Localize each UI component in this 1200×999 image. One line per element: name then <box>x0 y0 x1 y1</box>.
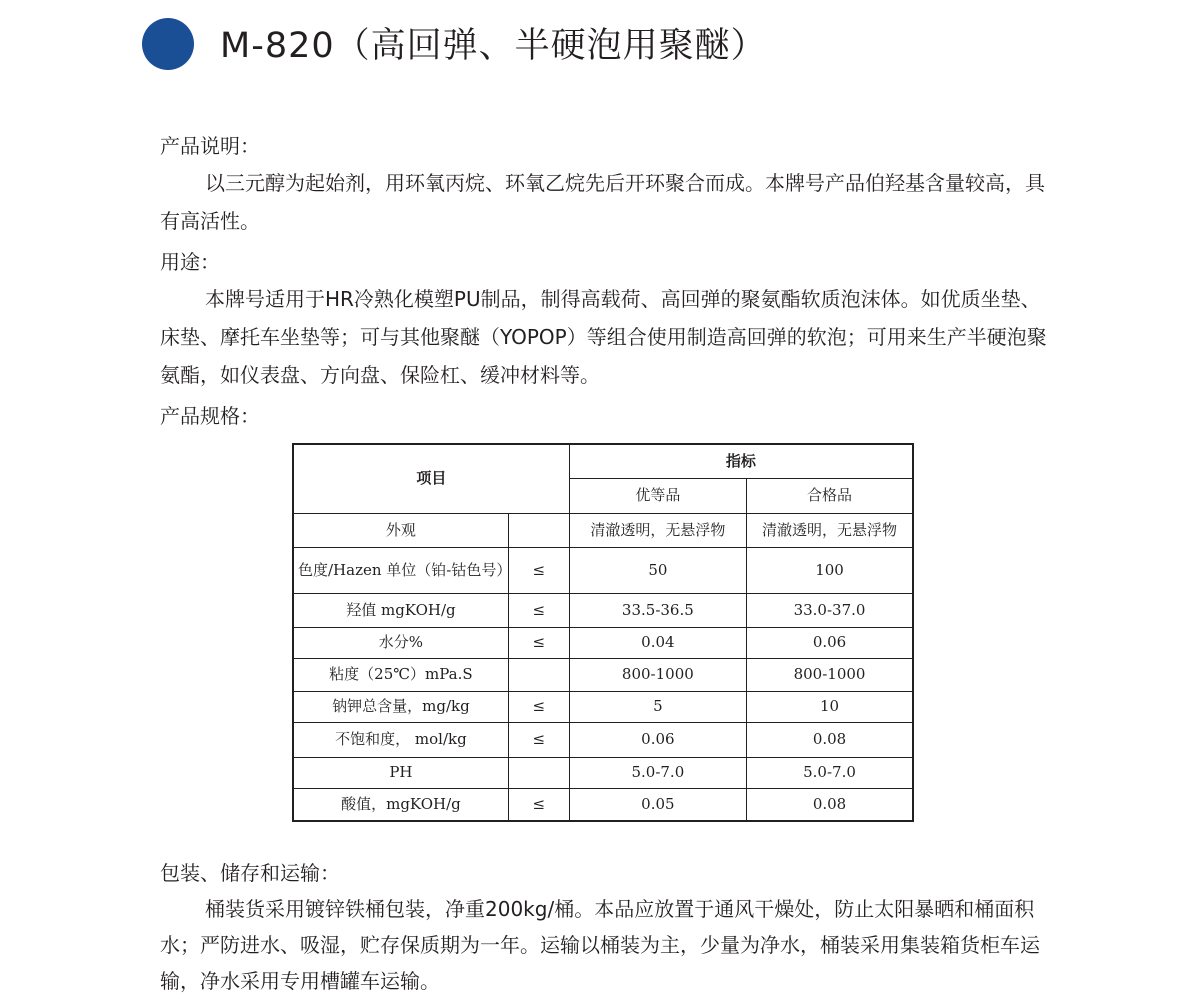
row-operator <box>508 757 569 788</box>
row-item: 色度/Hazen 单位（铂-钴色号） <box>293 547 508 593</box>
row-item: 水分% <box>293 627 508 658</box>
table-row <box>293 757 913 788</box>
description-text: 以三元醇为起始剂，用环氧丙烷、环氧乙烷先后开环聚合而成。本牌号产品伯羟基含量较高，具有高活性。 <box>160 171 1045 233</box>
row-grade-premium: 0.04 <box>569 627 746 658</box>
row-item: 酸值，mgKOH/g <box>293 788 508 821</box>
title-bullet-dot <box>142 18 194 70</box>
table-row <box>293 722 913 757</box>
row-item: 钠钾总含量，mg/kg <box>293 691 508 722</box>
table-row <box>293 691 913 722</box>
row-grade-qualified: 0.08 <box>747 722 913 757</box>
table-row <box>293 547 913 593</box>
row-grade-qualified: 33.0-37.0 <box>747 593 913 627</box>
section-packaging <box>160 855 1060 999</box>
table-row <box>293 658 913 691</box>
row-operator: ≤ <box>508 547 569 593</box>
section-heading-description: 产品说明： <box>160 134 260 158</box>
section-heading-usage: 用途： <box>160 250 220 274</box>
row-operator: ≤ <box>508 593 569 627</box>
packaging-text: 桶装货采用镀锌铁桶包装，净重200kg/桶。本品应放置于通风干燥处，防止太阳暴晒和桶面积水；严防进水、吸湿，贮存保质期为一年。运输以桶装为主，少量为净水，桶装采用集装箱货柜车运输，净水采用专用槽罐车运输。 <box>160 897 1040 993</box>
row-grade-premium: 5.0-7.0 <box>569 757 746 788</box>
section-specification <box>160 398 1060 434</box>
row-item: 羟值 mgKOH/g <box>293 593 508 627</box>
header-grade-premium: 优等品 <box>569 478 746 513</box>
row-grade-qualified: 5.0-7.0 <box>747 757 913 788</box>
row-grade-premium: 清澈透明，无悬浮物 <box>569 513 746 547</box>
header-item: 项目 <box>293 444 569 513</box>
section-description <box>160 128 1060 240</box>
header-index: 指标 <box>569 444 913 478</box>
table-row <box>293 513 913 547</box>
row-grade-premium: 0.06 <box>569 722 746 757</box>
usage-text: 本牌号适用于HR冷熟化模塑PU制品，制得高载荷、高回弹的聚氨酯软质泡沫体。如优质坐垫、床垫、摩托车坐垫等；可与其他聚醚（YOPOP）等组合使用制造高回弹的软泡；可用来生产半硬泡聚氨酯，如仪表盘、方向盘、保险杠、缓冲材料等。 <box>160 287 1047 387</box>
row-grade-premium: 0.05 <box>569 788 746 821</box>
row-operator <box>508 513 569 547</box>
row-grade-premium: 5 <box>569 691 746 722</box>
row-grade-qualified: 0.06 <box>747 627 913 658</box>
section-heading-specification: 产品规格： <box>160 404 260 428</box>
row-grade-qualified: 清澈透明，无悬浮物 <box>747 513 913 547</box>
specification-table <box>292 443 914 822</box>
row-operator <box>508 658 569 691</box>
table-row <box>293 593 913 627</box>
row-grade-premium: 800-1000 <box>569 658 746 691</box>
section-usage <box>160 244 1060 394</box>
row-item: 粘度（25℃）mPa.S <box>293 658 508 691</box>
header-grade-qualified: 合格品 <box>747 478 913 513</box>
row-operator: ≤ <box>508 788 569 821</box>
row-grade-qualified: 10 <box>747 691 913 722</box>
row-grade-qualified: 0.08 <box>747 788 913 821</box>
row-item: PH <box>293 757 508 788</box>
table-row <box>293 627 913 658</box>
row-item: 外观 <box>293 513 508 547</box>
row-item: 不饱和度， mol/kg <box>293 722 508 757</box>
row-operator: ≤ <box>508 627 569 658</box>
page-title: M-820（高回弹、半硬泡用聚醚） <box>220 26 767 66</box>
row-operator: ≤ <box>508 691 569 722</box>
row-grade-premium: 33.5-36.5 <box>569 593 746 627</box>
section-heading-packaging: 包装、储存和运输： <box>160 861 340 885</box>
row-grade-premium: 50 <box>569 547 746 593</box>
table-row <box>293 788 913 821</box>
row-operator: ≤ <box>508 722 569 757</box>
row-grade-qualified: 800-1000 <box>747 658 913 691</box>
row-grade-qualified: 100 <box>747 547 913 593</box>
